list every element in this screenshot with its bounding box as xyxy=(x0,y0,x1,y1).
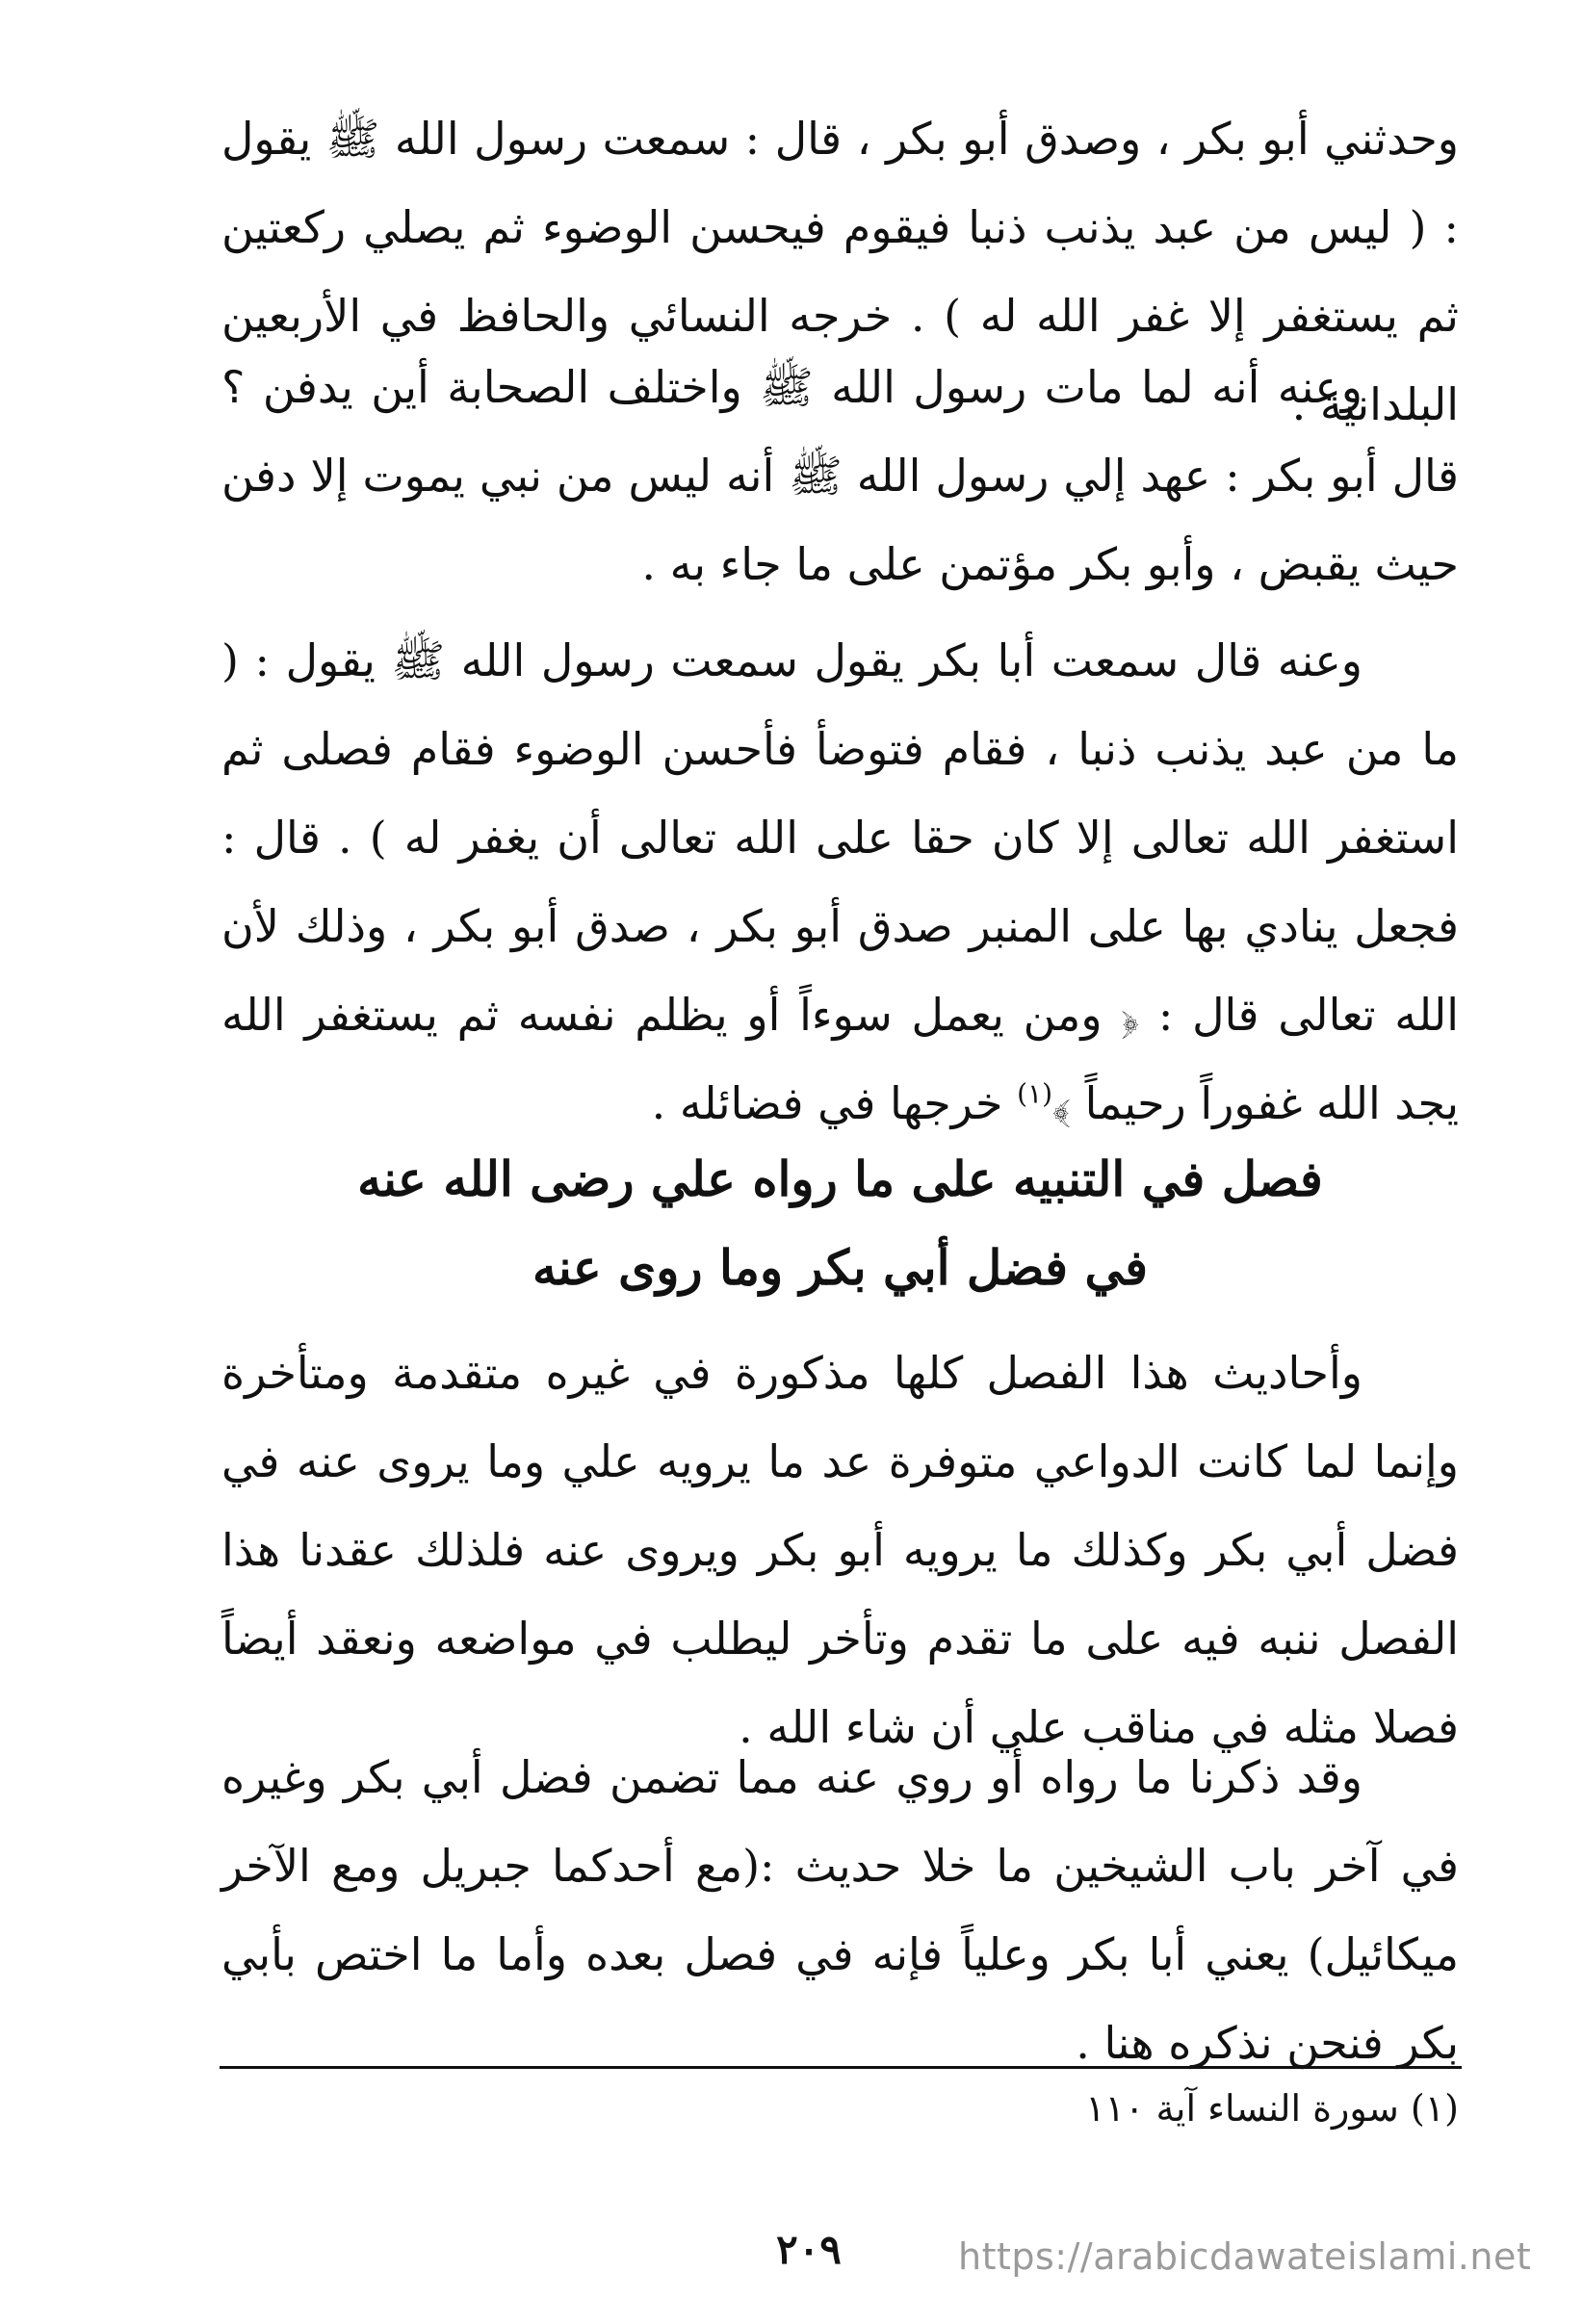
footnote-reference: (١) xyxy=(1017,1077,1053,1110)
paragraph-1-text: وحدثني أبو بكر ، وصدق أبو بكر ، قال : سمعت رسول الله ﷺ يقول : ( ليس من عبد يذنب ذنبا فيقوم فيحسن الوضوء ثم يصلي ركعتين ثم يستغفر إلا غفر الله له ) . خرجه النسائي والحافظ في الأربعين البلدانية . xyxy=(221,113,1459,430)
paragraph-3 xyxy=(221,616,1459,1148)
paragraph-5 xyxy=(221,1733,1459,2087)
footnote: (١) سورة النساء آية ١١٠ xyxy=(1085,2087,1459,2130)
paragraph-3-tail: خرجها في فضائله . xyxy=(651,1077,1003,1129)
paragraph-2 xyxy=(221,343,1459,608)
paragraph-2-text: وعنه أنه لما مات رسول الله ﷺ واختلف الصحابة أين يدفن ؟ قال أبو بكر : عهد إلي رسول الله ﷺ أنه ليس من نبي يموت إلا دفن حيث يقبض ، وأبو بكر مؤتمن على ما جاء به . xyxy=(221,361,1459,590)
paragraph-5-text: وقد ذكرنا ما رواه أو روي عنه مما تضمن فضل أبي بكر وغيره في آخر باب الشيخين ما خلا حديث :(مع أحدكما جبريل ومع الآخر ميكائيل) يعني أبا بكر وعلياً فإنه في فصل بعده وأما ما اختص بأبي بكر فنحن نذكره هنا . xyxy=(221,1751,1459,2069)
paragraph-4-text: وأحاديث هذا الفصل كلها مذكورة في غيره متقدمة ومتأخرة وإنما لما كانت الدواعي متوفرة عد ما يرويه علي وما يروى عنه في فضل أبي بكر وكذلك ما يرويه أبو بكر ويروى عنه فلذلك عقدنا هذا الفصل ننبه فيه على ما تقدم وتأخر ليطلب في مواضعه ونعقد أيضاً فصلا مثله في مناقب علي أن شاء الله . xyxy=(221,1347,1459,1753)
page-number: ٢٠٩ xyxy=(776,2226,842,2273)
section-heading-line-1: فصل في التنبيه على ما رواه علي رضى الله عنه xyxy=(357,1150,1323,1207)
section-heading-line-2: في فضل أبي بكر وما روى عنه xyxy=(532,1239,1149,1296)
paragraph-3-text xyxy=(221,616,1459,1148)
watermark-url: https://arabicdawateislami.net xyxy=(958,2235,1532,2278)
footnote-divider xyxy=(220,2066,1462,2069)
paragraph-4 xyxy=(221,1329,1459,1771)
paragraph-3-body: وعنه قال سمعت أبا بكر يقول سمعت رسول الله ﷺ يقول : ( ما من عبد يذنب ذنبا ، فقام فتوضأ فأحسن الوضوء فقام فصلى ثم استغفر الله تعالى إلا كان حقا على الله تعالى أن يغفر له ) . قال : فجعل ينادي بها على المنبر صدق أبو بكر ، صدق أبو بكر ، وذلك لأن الله تعالى قال : ﴿ ومن يعمل سوءاً أو يظلم نفسه ثم يستغفر الله يجد الله غفوراً رحيماً ﴾ xyxy=(221,634,1459,1129)
